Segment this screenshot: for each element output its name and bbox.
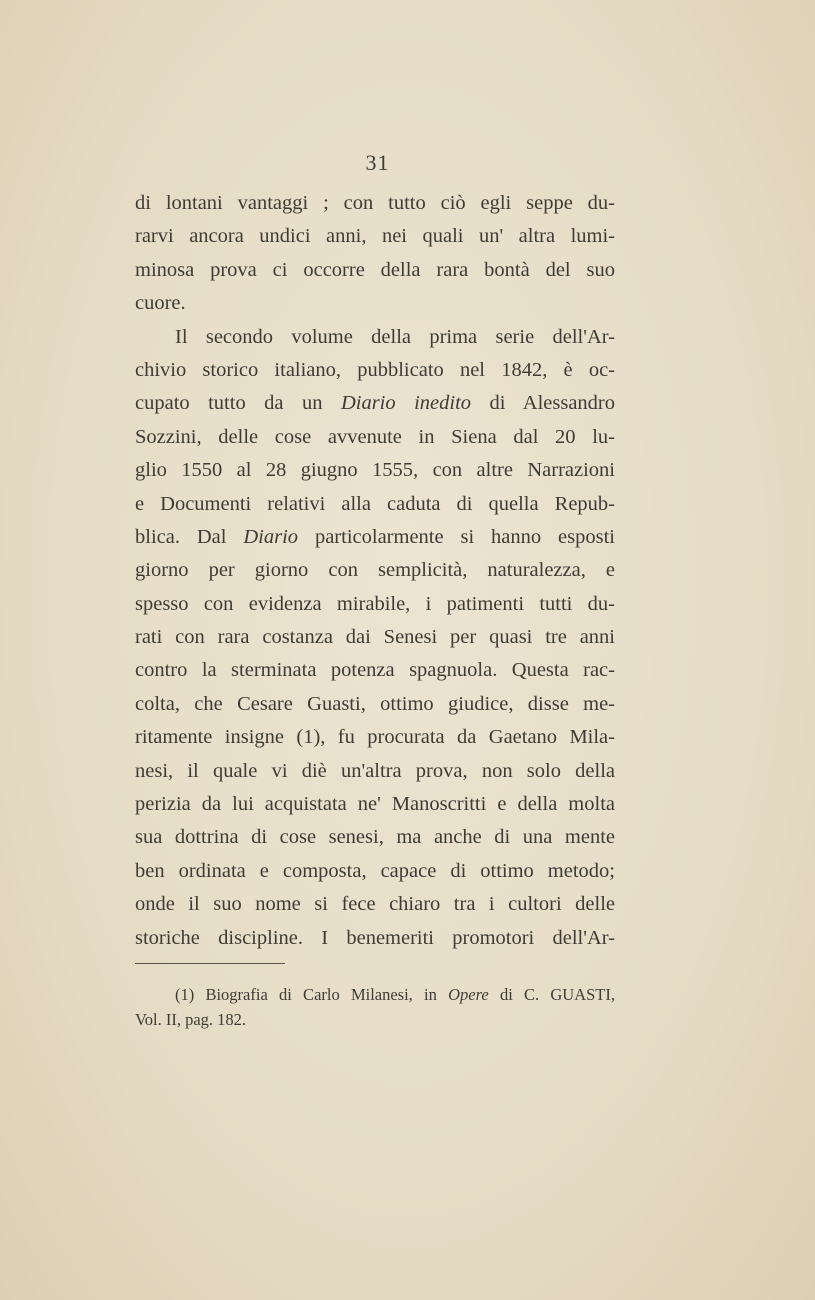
- footnote-line: Vol. II, pag. 182.: [135, 1010, 247, 1029]
- text-line: storiche discipline. I benemeriti promotori dell'Ar-: [135, 926, 615, 949]
- footnote-divider: [135, 963, 285, 964]
- text-line: di lontani vantaggi ; con tutto ciò egli seppe du-: [135, 192, 615, 214]
- text-line: glio 1550 al 28 giugno 1555, con altre Narrazioni: [135, 459, 615, 482]
- text-line: blica. Dal Diario particolarmente si hanno esposti: [135, 525, 615, 548]
- text-line: onde il suo nome si fece chiaro tra i cultori delle: [135, 893, 615, 916]
- text-line: e Documenti relativi alla caduta di quella Repub-: [135, 492, 615, 515]
- footnote-line: (1) Biografia di Carlo Milanesi, in Opere di C. GUASTI,: [175, 985, 615, 1004]
- text-line: cuore.: [135, 292, 186, 315]
- body-text: [135, 187, 615, 955]
- text-line: ben ordinata e composta, capace di ottimo metodo;: [135, 859, 615, 882]
- text-line: Sozzini, delle cose avvenute in Siena dal 20 lu-: [135, 425, 615, 448]
- text-line: giorno per giorno con semplicità, naturalezza, e: [135, 559, 615, 582]
- text-line: Il secondo volume della prima serie dell'Ar-: [175, 325, 615, 348]
- text-line: cupato tutto da un Diario inedito di Alessandro: [135, 392, 615, 415]
- text-line: sua dottrina di cose senesi, ma anche di una mente: [135, 826, 615, 849]
- text-line: perizia da lui acquistata ne' Manoscritti e della molta: [135, 793, 615, 816]
- footnotes: [135, 982, 615, 1032]
- text-line: contro la sterminata potenza spagnuola. Questa rac-: [135, 659, 615, 682]
- text-line: rati con rara costanza dai Senesi per quasi tre anni: [135, 626, 615, 649]
- text-line: ritamente insigne (1), fu procurata da Gaetano Mila-: [135, 726, 615, 749]
- text-line: nesi, il quale vi diè un'altra prova, non solo della: [135, 759, 615, 782]
- text-line: rarvi ancora undici anni, nei quali un' altra lumi-: [135, 225, 615, 248]
- text-line: chivio storico italiano, pubblicato nel 1842, è oc-: [135, 358, 615, 381]
- text-line: minosa prova ci occorre della rara bontà del suo: [135, 258, 615, 281]
- text-line: colta, che Cesare Guasti, ottimo giudice, disse me-: [135, 692, 615, 715]
- page-number: 31: [365, 150, 390, 175]
- text-line: spesso con evidenza mirabile, i patimenti tutti du-: [135, 592, 615, 615]
